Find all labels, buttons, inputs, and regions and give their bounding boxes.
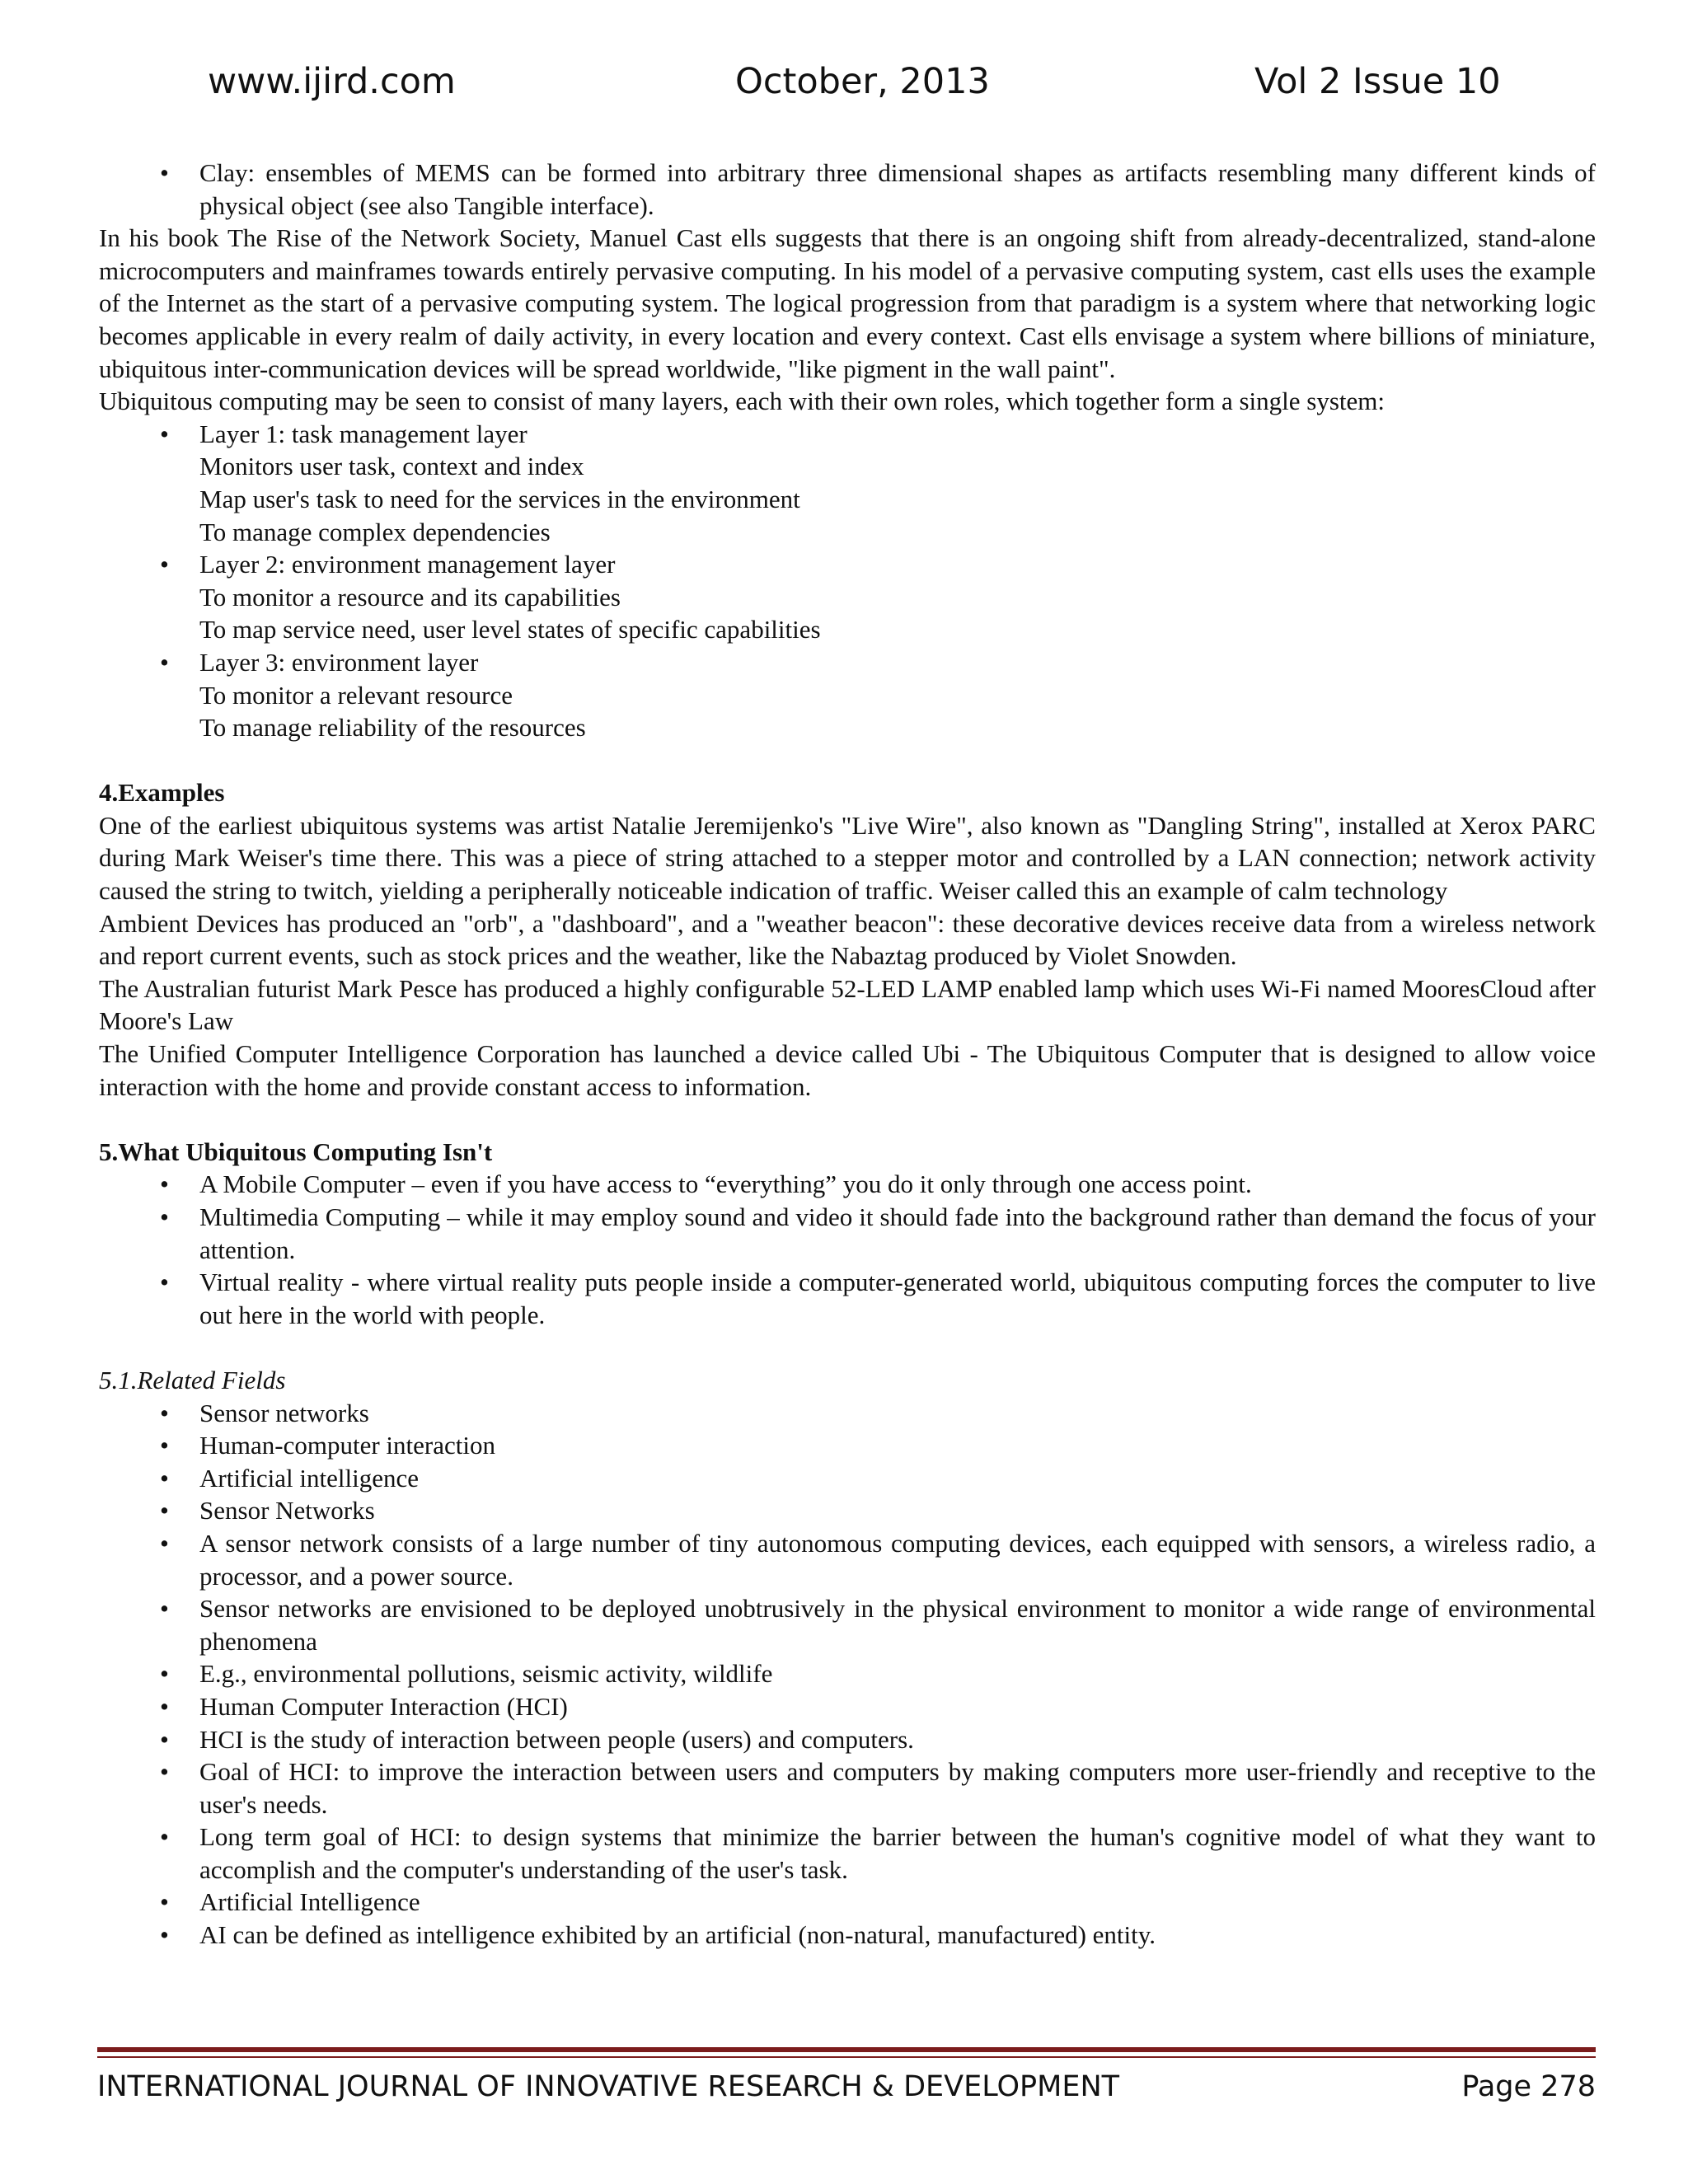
list-item: • AI can be defined as intelligence exhibited by an artificial (non-natural, manufactured) entity.	[99, 1919, 1596, 1952]
list-item: • Goal of HCI: to improve the interaction between users and computers by making computers more user-friendly and receptive to the user's needs.	[99, 1755, 1596, 1821]
header-volume: Vol 2 Issue 10	[1254, 61, 1501, 102]
layer-line: To monitor a resource and its capabilities	[199, 582, 621, 612]
layer-line: Map user's task to need for the services in the environment	[199, 484, 800, 513]
list-item: • HCI is the study of interaction between people (users) and computers.	[99, 1723, 1596, 1756]
list-item: • Long term goal of HCI: to design systems that minimize the barrier between the human's cognitive model of what they want to accomplish and the computer's understanding of the user's task.	[99, 1821, 1596, 1886]
article-body	[99, 157, 1596, 1952]
layer-item	[99, 548, 1596, 646]
list-item: • Virtual reality - where virtual reality puts people inside a computer-generated world, ubiquitous computing forces the computer to live out here in the world with people.	[99, 1266, 1596, 1331]
list-item: • Human-computer interaction	[99, 1429, 1596, 1462]
layer-line: Monitors user task, context and index	[199, 452, 584, 481]
layer-item	[99, 646, 1596, 744]
layer-title: • Layer 1: task management layer	[199, 419, 528, 448]
list-item: • Human Computer Interaction (HCI)	[99, 1690, 1596, 1723]
layer-line: To manage complex dependencies	[199, 517, 551, 546]
list-item: • A Mobile Computer – even if you have access to “everything” you do it only through one access point.	[99, 1168, 1596, 1201]
list-item: • Sensor networks	[99, 1397, 1596, 1430]
subsection-heading-related-fields: 5.1.Related Fields	[99, 1365, 286, 1394]
header-site: www.ijird.com	[208, 61, 456, 102]
isnt-list	[99, 1168, 1596, 1331]
header-date: October, 2013	[735, 61, 990, 102]
footer-page-number: Page 278	[1461, 2070, 1596, 2103]
list-item: • Sensor Networks	[99, 1494, 1596, 1527]
related-fields-list	[99, 1397, 1596, 1952]
section-heading-examples: 4.Examples	[99, 778, 225, 808]
section-heading-isnt: 5.What Ubiquitous Computing Isn't	[99, 1137, 493, 1166]
list-item: • Multimedia Computing – while it may employ sound and video it should fade into the background rather than demand the focus of your attention.	[99, 1201, 1596, 1266]
list-item: • A sensor network consists of a large number of tiny autonomous computing devices, each equipped with sensors, a wireless radio, a processor, and a power source.	[99, 1527, 1596, 1592]
layer-title: • Layer 2: environment management layer	[199, 550, 616, 579]
list-item: • Artificial Intelligence	[99, 1886, 1596, 1919]
list-item: • Sensor networks are envisioned to be deployed unobtrusively in the physical environment to monitor a wide range of environmental phenomena	[99, 1592, 1596, 1657]
paragraph-live-wire: One of the earliest ubiquitous systems was artist Natalie Jeremijenko's "Live Wire", also known as "Dangling String", installed at Xerox PARC during Mark Weiser's time there. This was a piece of string attached to a stepper motor and controlled by a LAN connection; network activity caused the string to twitch, yielding a peripherally noticeable indication of traffic. Weiser called this an example of calm technology	[99, 810, 1596, 906]
list-item: • Clay: ensembles of MEMS can be formed into arbitrary three dimensional shapes as artifacts resembling many different kinds of physical object (see also Tangible interface).	[99, 157, 1596, 222]
footer-journal-name: INTERNATIONAL JOURNAL OF INNOVATIVE RESEARCH & DEVELOPMENT	[97, 2070, 1120, 2103]
list-item: • Artificial intelligence	[99, 1462, 1596, 1495]
layers-list	[99, 418, 1596, 744]
footer-rule	[97, 2047, 1596, 2052]
layer-line: To manage reliability of the resources	[199, 713, 586, 743]
paragraph-layers-intro: Ubiquitous computing may be seen to consist of many layers, each with their own roles, which together form a single system:	[99, 387, 1386, 416]
layer-item	[99, 418, 1596, 548]
list-item: • E.g., environmental pollutions, seismic activity, wildlife	[99, 1657, 1596, 1690]
paragraph-ambient-devices: Ambient Devices has produced an "orb", a "dashboard", and a "weather beacon": these decorative devices receive data from a wireless network and report current events, such as stock prices and the weather, like the Nabaztag produced by Violet Snowden.	[99, 908, 1596, 971]
clay-bullet-list	[99, 157, 1596, 222]
paragraph-ubi: The Unified Computer Intelligence Corporation has launched a device called Ubi - The Ubiquitous Computer that is designed to allow voice interaction with the home and provide constant access to information.	[99, 1039, 1596, 1101]
paragraph-moorescloud: The Australian futurist Mark Pesce has produced a highly configurable 52-LED LAMP enabled lamp which uses Wi-Fi named MooresCloud after Moore's Law	[99, 973, 1596, 1036]
paragraph-castells: In his book The Rise of the Network Society, Manuel Cast ells suggests that there is an ongoing shift from already-decentralized, stand-alone microcomputers and mainframes towards entirely pervasive computing. In his model of a pervasive computing system, cast ells uses the example of the Internet as the start of a pervasive computing system. The logical progression from that paradigm is a system where that networking logic becomes applicable in every realm of daily activity, in every location and every context. Cast ells envisage a system where billions of miniature, ubiquitous inter-communication devices will be spread worldwide, "like pigment in the wall paint".	[99, 223, 1596, 383]
layer-line: To monitor a relevant resource	[199, 680, 513, 710]
layer-line: To map service need, user level states of specific capabilities	[199, 615, 821, 644]
footer-rule-thin	[97, 2056, 1596, 2058]
layer-title: • Layer 3: environment layer	[199, 647, 479, 677]
